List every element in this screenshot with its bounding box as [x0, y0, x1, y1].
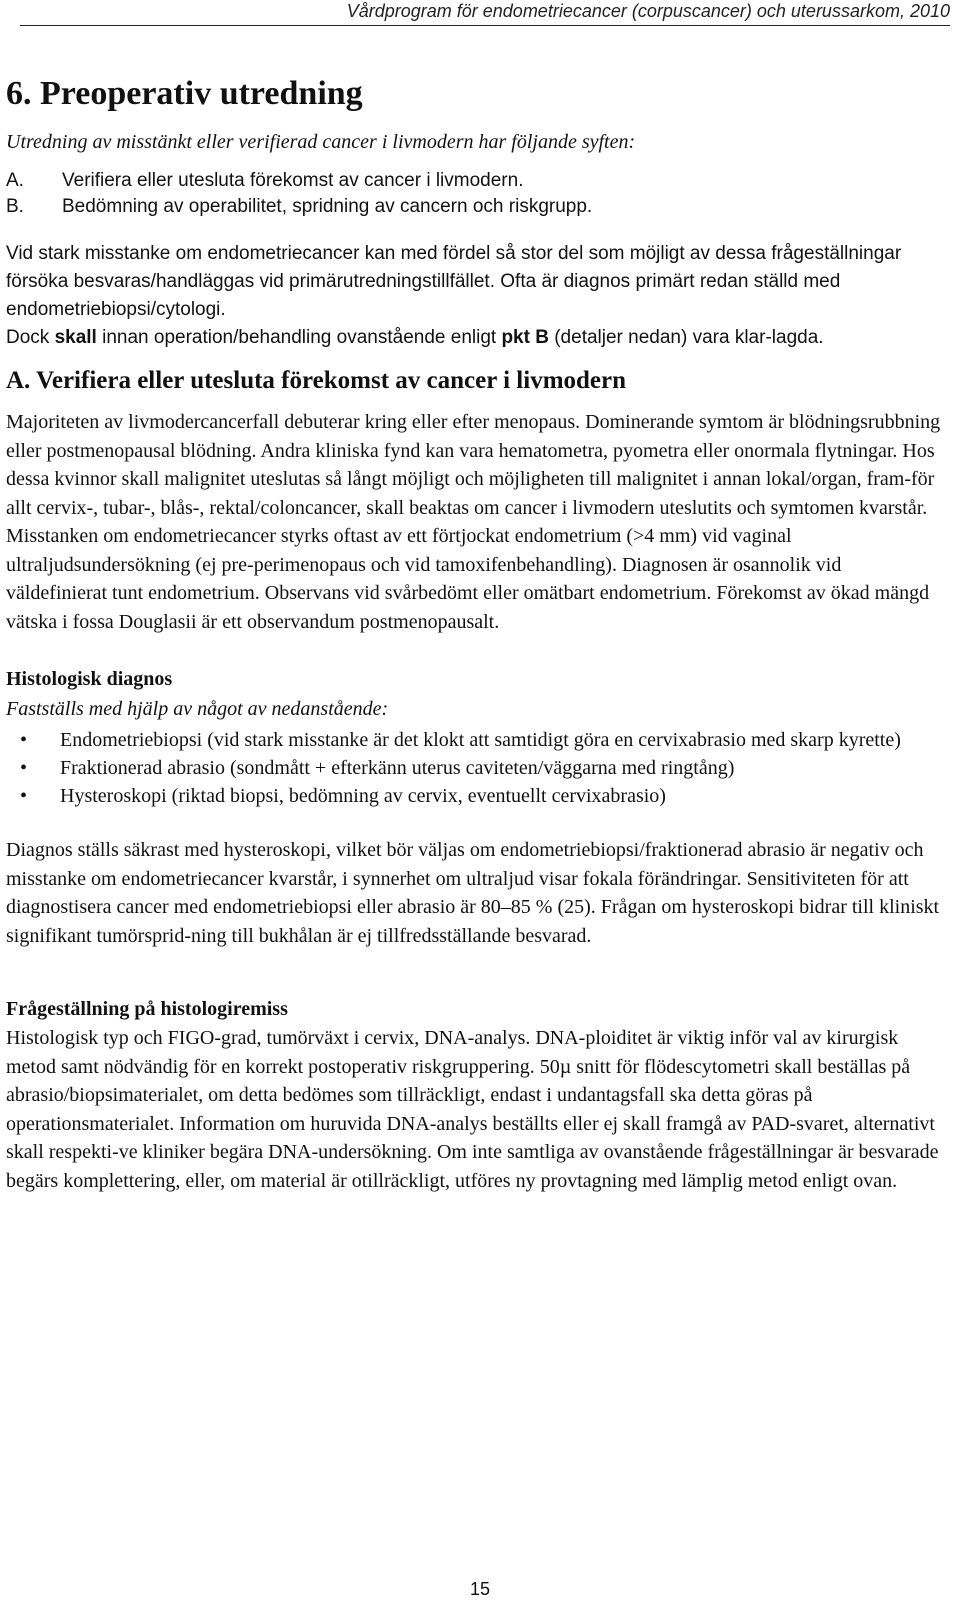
bullet-icon: •	[20, 757, 28, 779]
emphasis: skall	[54, 327, 97, 348]
referral-title: Frågeställning på histologiremiss	[6, 998, 288, 1020]
intro-paragraph	[6, 240, 946, 352]
list-item	[6, 754, 946, 782]
intro-text: innan operation/behandling ovanstående enligt	[96, 327, 502, 348]
intro-text: Vid stark misstanke om endometriecancer kan med fördel så stor del som möjligt av dessa frågeställningar försöka besvaras/handläggas vid primärutredningstillfället. Ofta är diagnos primärt redan ställd med endometriebiopsi/cytologi.	[6, 243, 902, 320]
section-a-title: A. Verifiera eller utesluta förekomst av cancer i livmodern	[6, 367, 627, 394]
purpose-text: Verifiera eller utesluta förekomst av cancer i livmodern.	[62, 170, 524, 191]
bullet-icon: •	[20, 785, 28, 807]
running-header: Vårdprogram för endometriecancer (corpuscancer) och uterussarkom, 2010	[20, 0, 950, 26]
list-item-text: Endometriebiopsi (vid stark misstanke är det klokt att samtidigt göra en cervixabrasio med skarp kyrette)	[60, 729, 901, 751]
bullet-icon: •	[20, 729, 28, 751]
purpose-letter: A.	[6, 170, 24, 191]
page-number: 15	[469, 1579, 491, 1599]
intro-text: (detaljer nedan) vara klar-lagda.	[548, 327, 824, 348]
emphasis: pkt B	[501, 327, 549, 348]
histology-methods-list	[6, 726, 946, 810]
list-item	[6, 168, 946, 194]
purpose-letter: B.	[6, 196, 24, 217]
page-content	[6, 60, 946, 1195]
list-item	[6, 726, 946, 754]
referral-paragraph: Histologisk typ och FIGO-grad, tumörväxt i cervix, DNA-analys. DNA-ploiditet är viktig inför val av kirurgisk metod samt nödvändig för en korrekt postoperativ riskgruppering. 50µ snitt för flödescytometri skall beställas på abrasio/biopsimaterialet, om detta bedömes som tillräckligt, endast i undantagsfall ska detta göras på operationsmaterialet. Information om huruvida DNA-analys beställts eller ej skall framgå av PAD-svaret, alternativt skall respekti-ve kliniker begära DNA-undersökning. Om inte samtliga av ovanstående frågeställningar är besvarade begärs komplettering, eller, om material är otillräckligt, utföres ny provtagning med lämplig metod enligt ovan.	[6, 1027, 939, 1192]
list-item	[6, 782, 946, 810]
list-item	[6, 194, 946, 220]
purpose-text: Bedömning av operabilitet, spridning av cancern och riskgrupp.	[62, 196, 593, 217]
chapter-intro: Utredning av misstänkt eller verifierad cancer i livmodern har följande syften:	[6, 131, 636, 153]
purpose-list	[6, 168, 946, 220]
list-item-text: Hysteroskopi (riktad biopsi, bedömning av cervix, eventuellt cervixabrasio)	[60, 785, 666, 807]
histology-subtitle: Fastställs med hjälp av något av nedanstående:	[6, 698, 389, 720]
chapter-title: 6. Preoperativ utredning	[6, 75, 363, 112]
intro-text: Dock	[6, 327, 55, 348]
list-item-text: Fraktionerad abrasio (sondmått + efterkänn uterus caviteten/väggarna med ringtång)	[60, 757, 735, 779]
section-a-paragraph: Majoriteten av livmodercancerfall debuterar kring eller efter menopaus. Dominerande symtom är blödningsrubbning eller postmenopausal blödning. Andra kliniska fynd kan vara hematometra, pyometra eller onormala flytningar. Hos dessa kvinnor skall malignitet uteslutas så långt möjligt och möjligheten till malignitet i annan lokal/organ, fram-för allt cervix-, tubar-, blås-, rektal/coloncancer, skall beaktas om cancer i livmodern uteslutits och symtomen kvarstår. Misstanken om endometriecancer styrks oftast av ett förtjockat endometrium (>4 mm) vid vaginal ultraljudsundersökning (ej pre-perimenopaus och vid tamoxifenbehandling). Diagnosen är osannolik vid väldefinierat tunt endometrium. Observans vid svårbedömt eller omätbart endometrium. Förekomst av ökad mängd vätska i fossa Douglasii är ett observandum postmenopausalt.	[6, 411, 941, 633]
histology-title: Histologisk diagnos	[6, 668, 173, 690]
histology-paragraph: Diagnos ställs säkrast med hysteroskopi, vilket bör väljas om endometriebiopsi/fraktionerad abrasio är negativ och misstanke om endometriecancer kvarstår, i synnerhet om ultraljud visar fokala förändringar. Sensitiviteten för att diagnostisera cancer med endometriebiopsi eller abrasio är 80–85 % (25). Frågan om hysteroskopi bidrar till kliniskt signifikant tumörsprid-ning till bukhålan är ej tillfredsställande besvarad.	[6, 839, 940, 947]
